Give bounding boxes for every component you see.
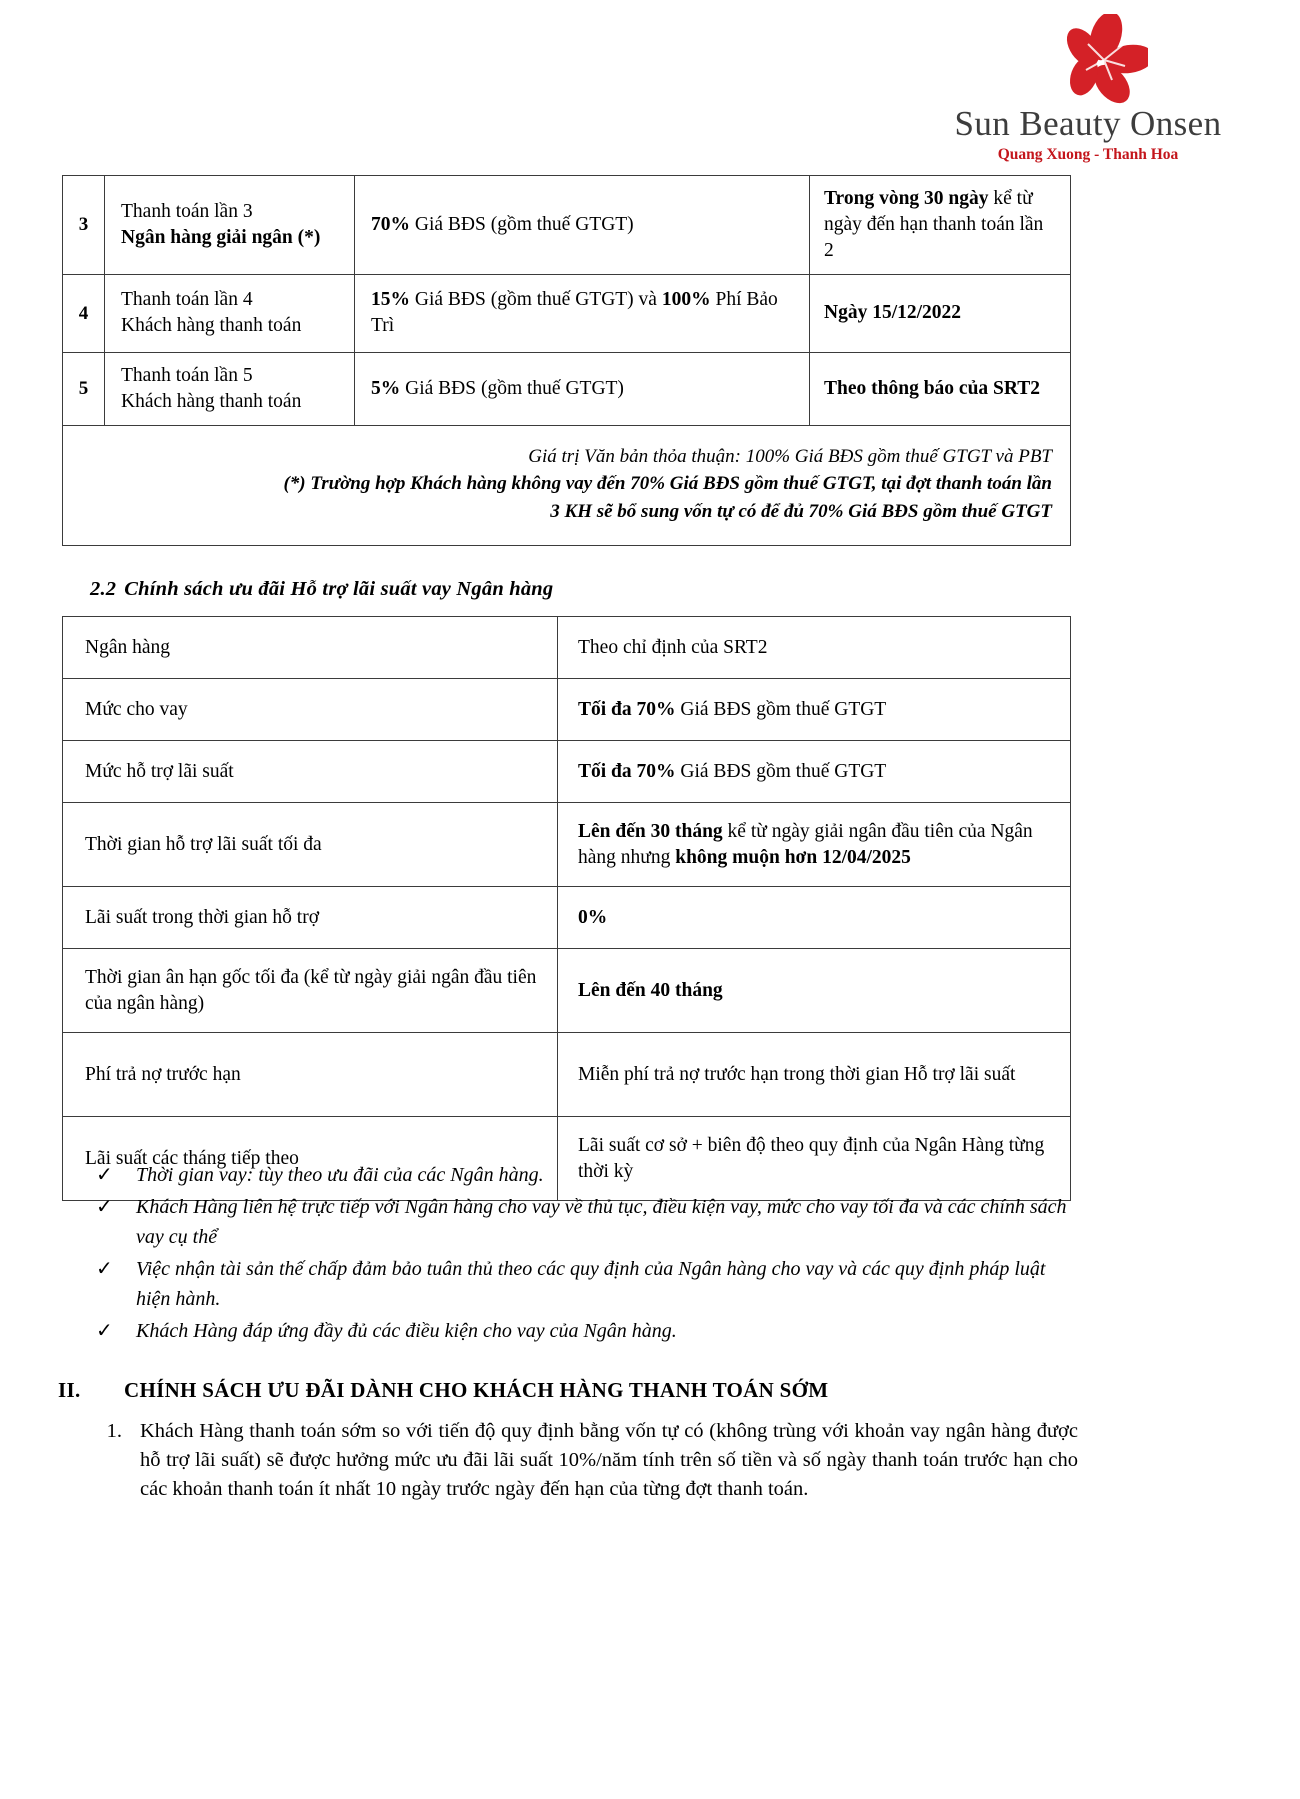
desc-line-1: Thanh toán lần 5 bbox=[121, 364, 253, 386]
item-number: 1. bbox=[106, 1420, 122, 1442]
value-rest: Giá BĐS gồm thuế GTGT bbox=[675, 760, 887, 782]
row-due bbox=[810, 352, 1071, 425]
list-item-text: Thời gian vay: tùy theo ưu đãi của các Ngân hàng. bbox=[136, 1164, 544, 1186]
table-note-row bbox=[63, 425, 1071, 545]
list-item-text: Khách Hàng liên hệ trực tiếp với Ngân hàng cho vay về thủ tục, điều kiện vay, mức cho vay tối đa và các chính sách vay cụ thể bbox=[136, 1196, 1067, 1248]
amount-rest: Giá BĐS (gồm thuế GTGT) bbox=[410, 213, 634, 235]
value-mid: kể từ ngày giải ngân đầu tiên của Ngân hàng nhưng bbox=[578, 820, 1033, 868]
row-description bbox=[105, 352, 355, 425]
value-rest: Theo chỉ định của SRT2 bbox=[578, 636, 768, 658]
note-line-2: (*) Trường hợp Khách hàng không vay đến 70% Giá BĐS gồm thuế GTGT, tại đợt thanh toán lần bbox=[283, 473, 1052, 495]
desc-line-2: Ngân hàng giải ngân (*) bbox=[121, 226, 321, 248]
brand-name: Sun Beauty Onsen bbox=[954, 104, 1222, 143]
amount-rest: Giá BĐS (gồm thuế GTGT) bbox=[400, 377, 624, 399]
table-row bbox=[63, 1033, 1071, 1117]
value-bold: Tối đa 70% bbox=[578, 698, 676, 720]
numbered-item bbox=[58, 1417, 1078, 1504]
list-item-text: Khách Hàng đáp ứng đầy đủ các điều kiện cho vay của Ngân hàng. bbox=[136, 1320, 677, 1342]
row-value bbox=[558, 741, 1071, 803]
row-value bbox=[558, 803, 1071, 887]
row-label: Lãi suất các tháng tiếp theo bbox=[63, 1117, 558, 1201]
value-bold: Lên đến 40 tháng bbox=[578, 979, 723, 1001]
table-row bbox=[63, 887, 1071, 949]
brand-logo bbox=[928, 14, 1248, 164]
plumeria-flower-icon bbox=[928, 14, 1248, 106]
row-label: Thời gian hỗ trợ lãi suất tối đa bbox=[63, 803, 558, 887]
row-label: Mức hỗ trợ lãi suất bbox=[63, 741, 558, 803]
row-value bbox=[558, 949, 1071, 1033]
row-label: Lãi suất trong thời gian hỗ trợ bbox=[63, 887, 558, 949]
row-index: 3 bbox=[63, 176, 105, 275]
table-row bbox=[63, 803, 1071, 887]
heading-number: 2.2 bbox=[90, 578, 117, 600]
value-bold: Tối đa 70% bbox=[578, 760, 676, 782]
due-bold: Theo thông báo của SRT2 bbox=[824, 377, 1041, 399]
due-rest: kể từ ngày đến hạn thanh toán lần 2 bbox=[824, 188, 1044, 261]
row-amount bbox=[355, 352, 810, 425]
row-description bbox=[105, 176, 355, 275]
row-due bbox=[810, 274, 1071, 352]
checkmark-icon: ✓ bbox=[96, 1320, 113, 1342]
section-two-heading bbox=[58, 1378, 1078, 1403]
row-value bbox=[558, 617, 1071, 679]
table-row bbox=[63, 949, 1071, 1033]
section-two bbox=[58, 1378, 1078, 1504]
amount-bold: 70% bbox=[371, 213, 410, 235]
row-description bbox=[105, 274, 355, 352]
desc-line-1: Thanh toán lần 3 bbox=[121, 200, 253, 222]
desc-line-2: Khách hàng thanh toán bbox=[121, 315, 302, 337]
table-note bbox=[63, 425, 1071, 545]
section-heading-2-2 bbox=[90, 578, 553, 601]
row-due bbox=[810, 176, 1071, 275]
list-item bbox=[92, 1160, 1077, 1190]
section-heading-text: CHÍNH SÁCH ƯU ĐÃI DÀNH CHO KHÁCH HÀNG THANH TOÁN SỚM bbox=[124, 1378, 829, 1402]
value-bold: 0% bbox=[578, 906, 608, 928]
amount-rest: Phí Bảo Trì bbox=[371, 289, 778, 337]
row-value bbox=[558, 1033, 1071, 1117]
note-line-1: Giá trị Văn bản thỏa thuận: 100% Giá BĐS gồm thuế GTGT và PBT bbox=[528, 445, 1052, 467]
checkmark-icon: ✓ bbox=[96, 1258, 113, 1280]
desc-line-1: Thanh toán lần 4 bbox=[121, 289, 253, 311]
amount-mid: Giá BĐS (gồm thuế GTGT) và bbox=[410, 289, 662, 311]
table-row bbox=[63, 741, 1071, 803]
row-amount bbox=[355, 274, 810, 352]
list-item bbox=[92, 1316, 1077, 1346]
note-line-3: 3 KH sẽ bổ sung vốn tự có để đủ 70% Giá BĐS gồm thuế GTGT bbox=[550, 500, 1052, 522]
list-item bbox=[92, 1192, 1077, 1252]
row-index: 4 bbox=[63, 274, 105, 352]
value-bold-2: không muộn hơn 12/04/2025 bbox=[675, 846, 911, 868]
row-amount bbox=[355, 176, 810, 275]
checkmark-icon: ✓ bbox=[96, 1196, 113, 1218]
row-label: Phí trả nợ trước hạn bbox=[63, 1033, 558, 1117]
heading-text: Chính sách ưu đãi Hỗ trợ lãi suất vay Ngân hàng bbox=[124, 578, 554, 600]
value-rest: Giá BĐS gồm thuế GTGT bbox=[675, 698, 887, 720]
table-row bbox=[63, 352, 1071, 425]
item-text: Khách Hàng thanh toán sớm so với tiến độ quy định bằng vốn tự có (không trùng với khoản vay ngân hàng được hỗ trợ lãi suất) sẽ được hưởng mức ưu đãi lãi suất 10%/năm tính trên số tiền và số ngày thanh toán trước hạn cho các khoản thanh toán ít nhất 10 ngày trước ngày đến hạn của từng đợt thanh toán. bbox=[140, 1420, 1078, 1501]
list-item-text: Việc nhận tài sản thế chấp đảm bảo tuân thủ theo các quy định của Ngân hàng cho vay và các quy định pháp luật hiện hành. bbox=[136, 1258, 1046, 1310]
checkmark-icon: ✓ bbox=[96, 1164, 113, 1186]
desc-line-2: Khách hàng thanh toán bbox=[121, 390, 302, 412]
payment-schedule-table bbox=[62, 175, 1071, 546]
due-bold: Ngày 15/12/2022 bbox=[824, 302, 962, 324]
table-row bbox=[63, 679, 1071, 741]
row-label: Thời gian ân hạn gốc tối đa (kể từ ngày giải ngân đầu tiên của ngân hàng) bbox=[63, 949, 558, 1033]
value-bold: Lên đến 30 tháng bbox=[578, 820, 723, 842]
list-item bbox=[92, 1254, 1077, 1314]
row-index: 5 bbox=[63, 352, 105, 425]
row-value bbox=[558, 887, 1071, 949]
row-value bbox=[558, 679, 1071, 741]
condition-check-list bbox=[92, 1160, 1077, 1348]
bank-support-table bbox=[62, 616, 1071, 1201]
due-bold: Trong vòng 30 ngày bbox=[824, 188, 989, 209]
table-row bbox=[63, 617, 1071, 679]
value-rest: Miễn phí trả nợ trước hạn trong thời gian Hỗ trợ lãi suất bbox=[578, 1063, 1016, 1085]
amount-bold-2: 100% bbox=[661, 289, 711, 311]
table-row bbox=[63, 176, 1071, 275]
brand-tagline: Quang Xuong - Thanh Hoa bbox=[997, 145, 1179, 163]
table-row bbox=[63, 274, 1071, 352]
row-label: Ngân hàng bbox=[63, 617, 558, 679]
amount-bold: 5% bbox=[371, 377, 401, 399]
amount-bold: 15% bbox=[371, 289, 410, 311]
value-rest: Lãi suất cơ sở + biên độ theo quy định của Ngân Hàng từng thời kỳ bbox=[578, 1134, 1045, 1182]
row-label: Mức cho vay bbox=[63, 679, 558, 741]
section-roman-numeral: II. bbox=[58, 1378, 81, 1402]
